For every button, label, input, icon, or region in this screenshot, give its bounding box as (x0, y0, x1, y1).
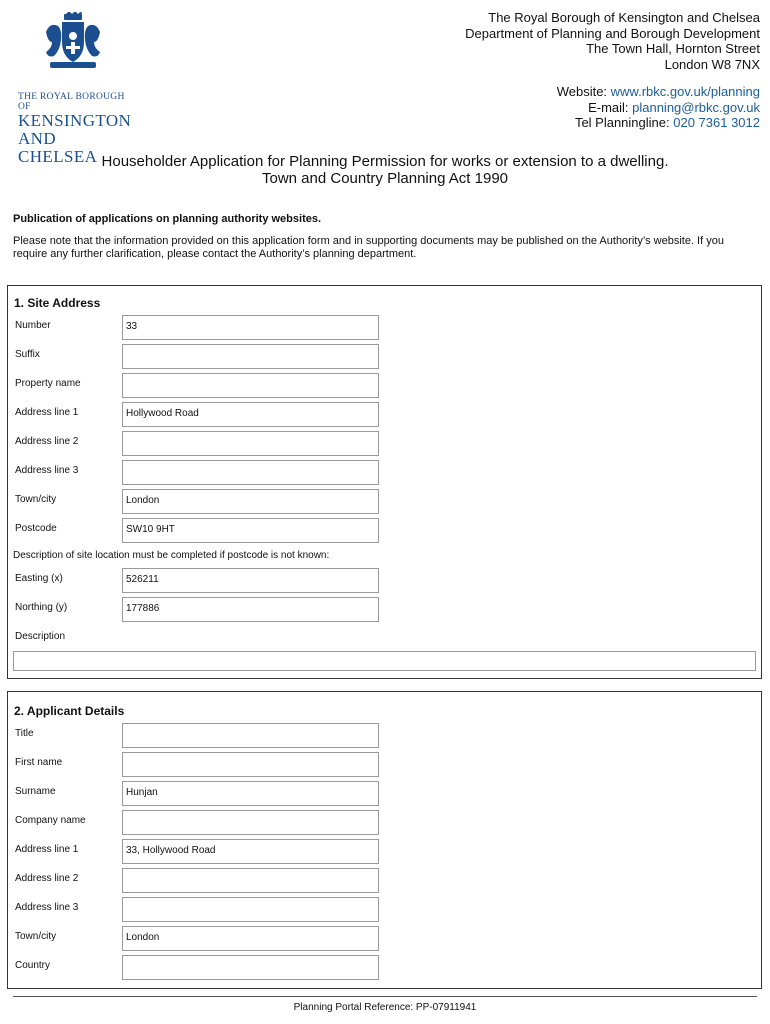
field-label: Easting (x) (15, 573, 63, 584)
field-row (8, 568, 761, 593)
field-row (8, 752, 761, 777)
email-row (557, 100, 760, 116)
field-label: Number (15, 320, 51, 331)
contact-details (557, 84, 760, 131)
form-title-line2: Town and Country Planning Act 1990 (262, 170, 508, 187)
field-row (8, 926, 761, 951)
field-label: Surname (15, 786, 56, 797)
field-row (8, 597, 761, 622)
town-city-input[interactable]: London (122, 489, 379, 514)
address-line-2-input[interactable] (122, 431, 379, 456)
field-row (8, 810, 761, 835)
field-label: Address line 3 (15, 902, 79, 913)
website-row (557, 84, 760, 100)
council-logo (18, 12, 138, 166)
field-row (8, 431, 761, 456)
field-label: Suffix (15, 349, 40, 360)
field-row (8, 723, 761, 748)
field-row (8, 868, 761, 893)
applicant-details-section (7, 691, 762, 989)
form-title-line1: Householder Application for Planning Permission for works or extension to a dwelling. (101, 153, 669, 170)
logo-text-line: AND CHELSEA (18, 129, 98, 166)
field-label: Property name (15, 378, 81, 389)
surname-input[interactable]: Hunjan (122, 781, 379, 806)
first-name-input[interactable] (122, 752, 379, 777)
field-row (8, 402, 761, 427)
easting-input[interactable]: 526211 (122, 568, 379, 593)
field-label: Town/city (15, 494, 57, 505)
portal-reference: Planning Portal Reference: PP-07911941 (293, 1002, 477, 1013)
field-row (8, 839, 761, 864)
address-line: The Town Hall, Hornton Street (586, 41, 760, 56)
field-row (8, 955, 761, 980)
description-input[interactable] (13, 651, 756, 671)
field-row (8, 460, 761, 485)
field-row (8, 489, 761, 514)
company-name-input[interactable] (122, 810, 379, 835)
applicant-town-city-input[interactable]: London (122, 926, 379, 951)
field-label: Address line 2 (15, 436, 79, 447)
field-label: Address line 3 (15, 465, 79, 476)
field-label: Address line 1 (15, 407, 79, 418)
northing-input[interactable]: 177886 (122, 597, 379, 622)
field-label: Address line 1 (15, 844, 79, 855)
address-line-3-input[interactable] (122, 460, 379, 485)
address-line-1-input[interactable]: Hollywood Road (122, 402, 379, 427)
logo-text-line: KENSINGTON (18, 111, 132, 130)
field-row (8, 315, 761, 340)
number-input[interactable]: 33 (122, 315, 379, 340)
field-label: Town/city (15, 931, 57, 942)
field-row (8, 781, 761, 806)
description-label: Description (15, 631, 66, 642)
field-label: Northing (y) (15, 602, 68, 613)
field-row (8, 897, 761, 922)
section-title: 2. Applicant Details (14, 704, 125, 718)
email-label: E-mail: (588, 99, 633, 115)
postcode-input[interactable]: SW10 9HT (122, 518, 379, 543)
applicant-address-line-1-input[interactable]: 33, Hollywood Road (122, 839, 379, 864)
country-input[interactable] (122, 955, 379, 980)
address-line: Department of Planning and Borough Development (465, 25, 760, 41)
form-title (0, 153, 770, 187)
location-note: Description of site location must be completed if postcode is not known: (13, 550, 330, 561)
publication-note: Please note that the information provided on this application form and in supporting documents may be published on the Authority’s website. If you require any further clarification, please contact the Authority’s planning department. (13, 235, 724, 260)
tel-number: 020 7361 3012 (673, 115, 760, 130)
field-label: Title (15, 728, 34, 739)
tel-label: Tel Planningline: (574, 115, 674, 130)
section-title: 1. Site Address (14, 296, 101, 310)
address-line: The Royal Borough of Kensington and Chelsea (488, 10, 760, 25)
field-label: First name (15, 757, 63, 768)
website-link[interactable]: www.rbkc.gov.uk/planning (610, 84, 760, 99)
email-link[interactable]: planning@rbkc.gov.uk (632, 99, 760, 115)
publication-heading: Publication of applications on planning authority websites. (13, 213, 322, 225)
field-row (8, 518, 761, 543)
address-line: London W8 7NX (664, 56, 760, 72)
site-address-section (7, 285, 762, 679)
suffix-input[interactable] (122, 344, 379, 369)
field-row (8, 344, 761, 369)
title-input[interactable] (122, 723, 379, 748)
coat-of-arms-icon (42, 12, 104, 70)
field-label: Country (15, 960, 51, 971)
property-name-input[interactable] (122, 373, 379, 398)
field-row (8, 373, 761, 398)
applicant-address-line-3-input[interactable] (122, 897, 379, 922)
applicant-address-line-2-input[interactable] (122, 868, 379, 893)
field-label: Company name (15, 815, 86, 826)
council-address (465, 10, 760, 72)
tel-row (557, 115, 760, 131)
field-label: Postcode (15, 523, 57, 534)
website-label: Website: (556, 84, 611, 99)
footer-divider (13, 996, 757, 997)
field-label: Address line 2 (15, 873, 79, 884)
logo-text-line: THE ROYAL BOROUGH OF (18, 92, 125, 112)
